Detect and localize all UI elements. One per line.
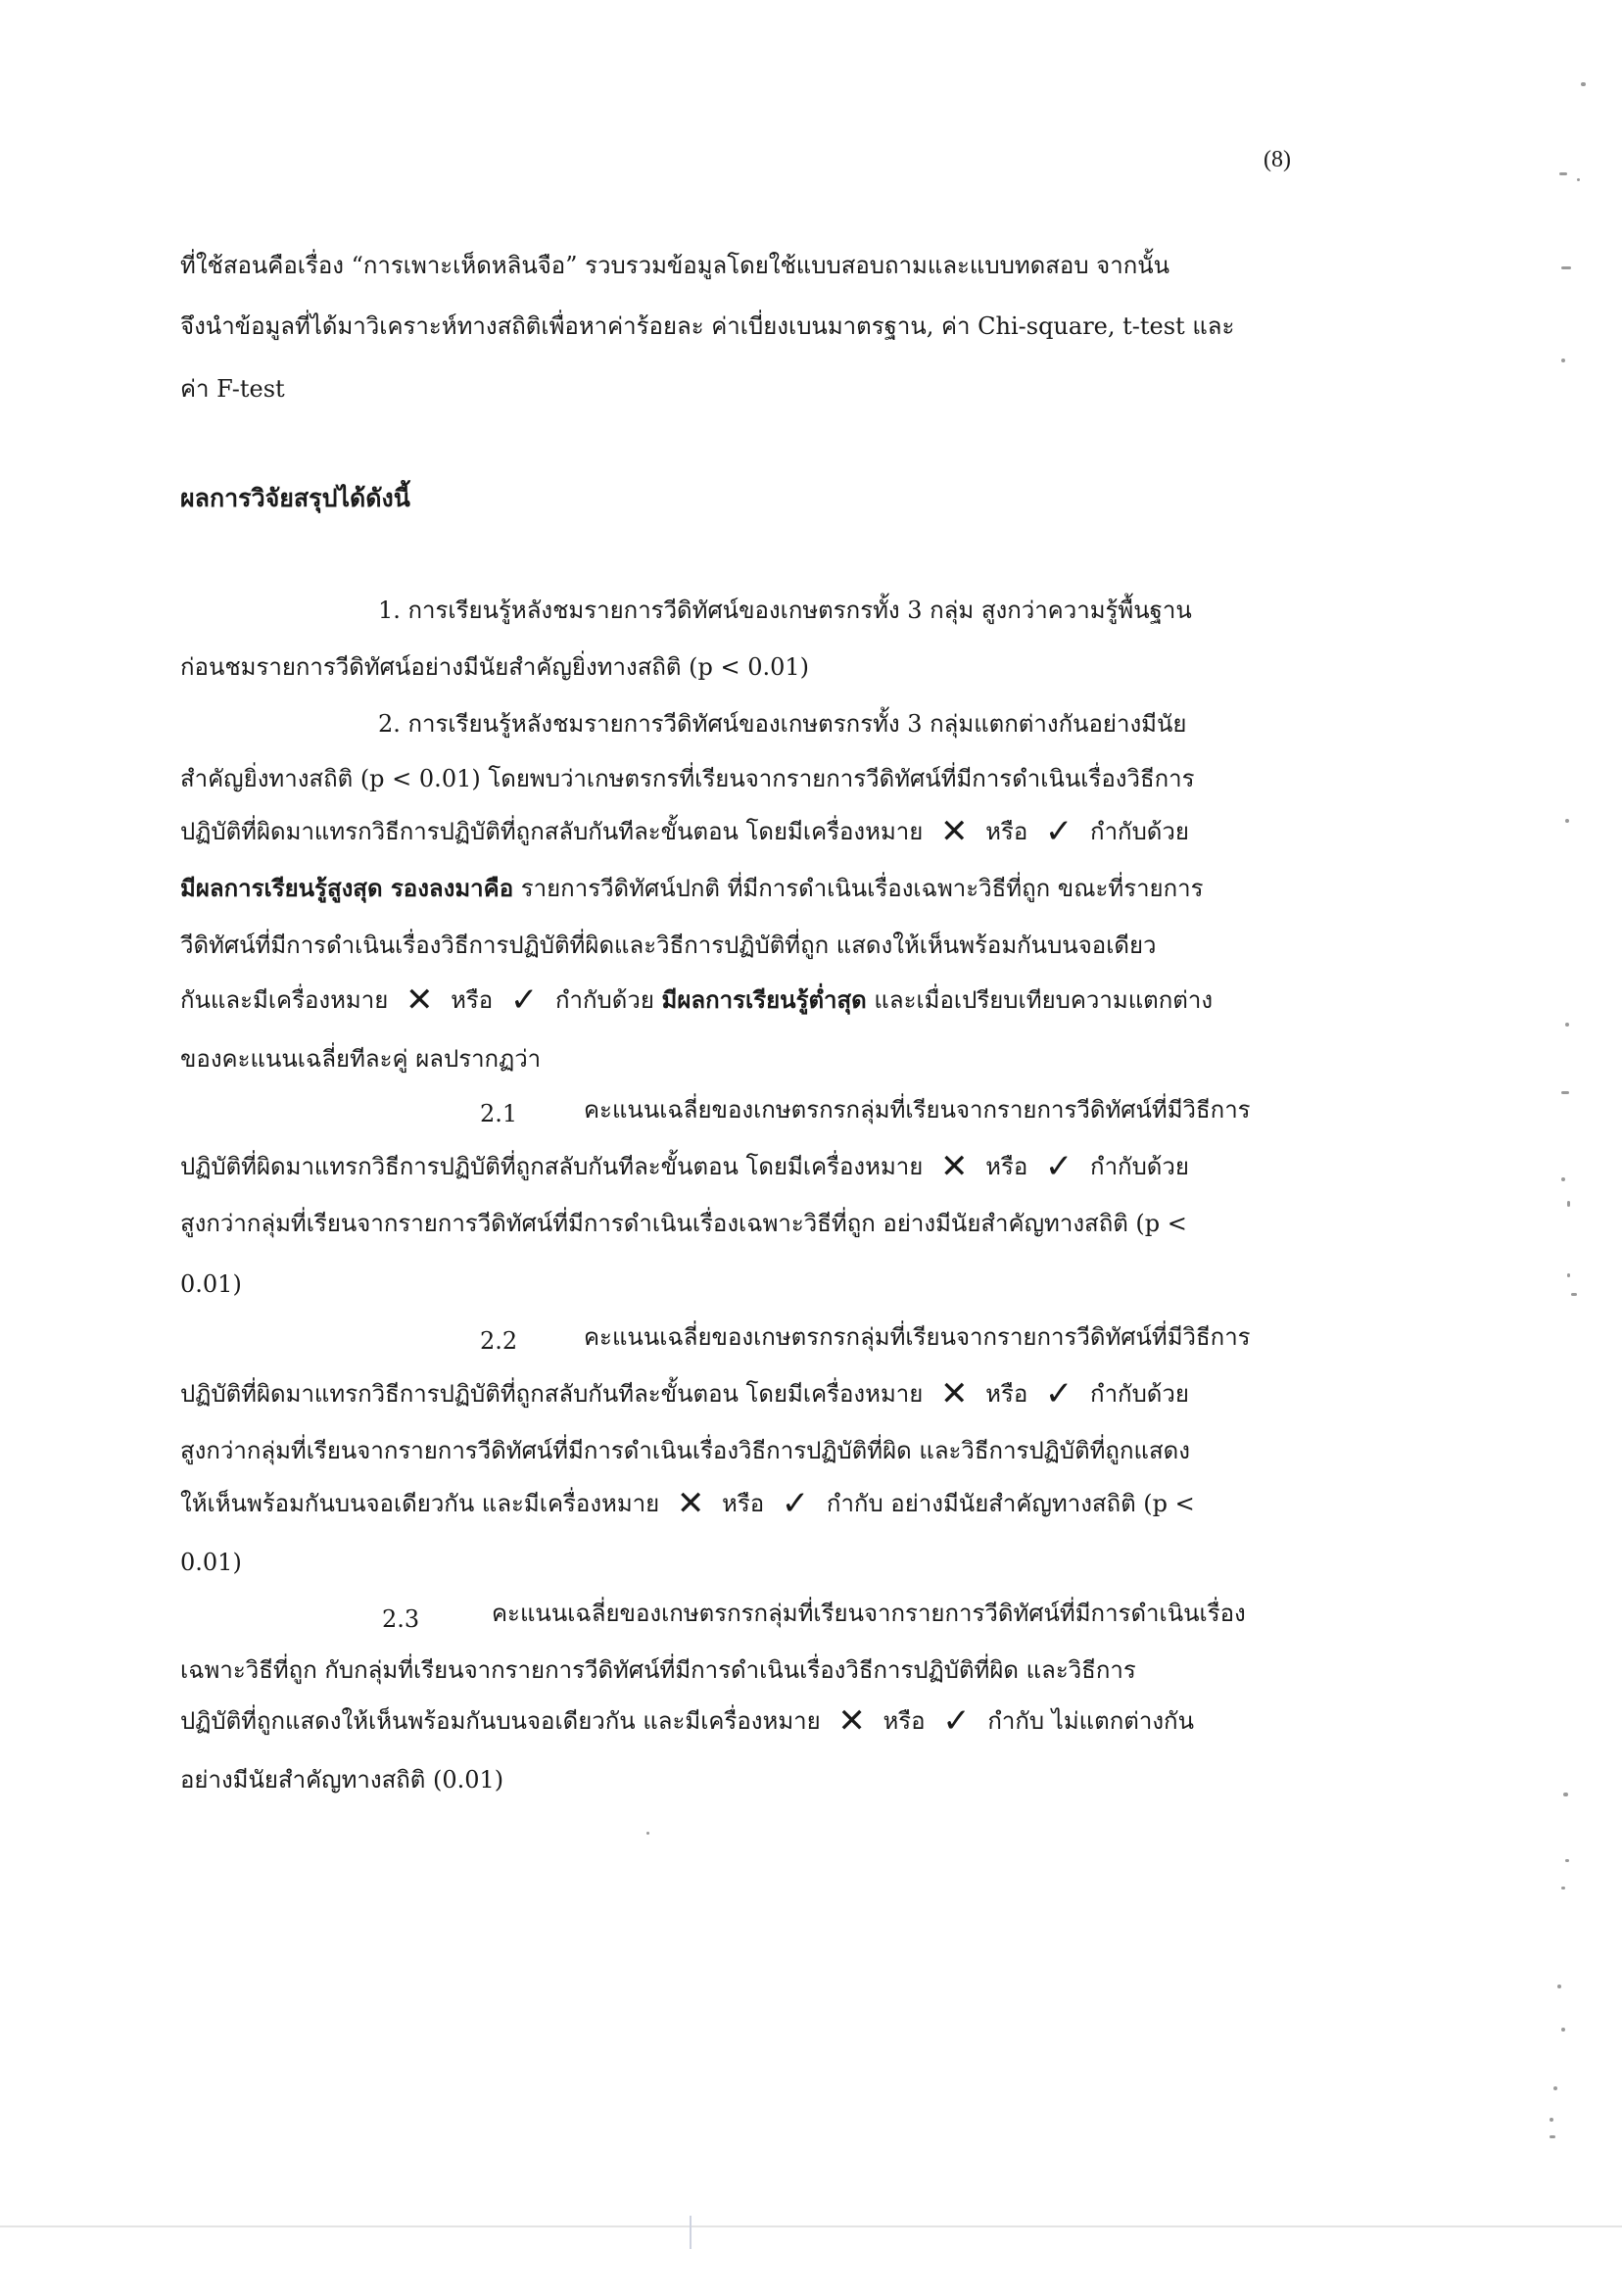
cross-mark-icon: ✕ [405,981,434,1020]
page-number: (8) [1264,147,1291,172]
scan-speck [1561,2028,1565,2032]
scan-speck [1561,1091,1569,1094]
cross-mark-icon: ✕ [676,1484,705,1523]
sub-2-1-line-1: คะแนนเฉลี่ยของเกษตรกรกลุ่มที่เรียนจากรายการวีดิทัศน์ที่มีวิธีการ [584,1096,1251,1124]
sub-2-2-line-3: สูงกว่ากลุ่มที่เรียนจากรายการวีดิทัศน์ที่มีการดำเนินเรื่องวิธีการปฏิบัติที่ผิด และวิธีการปฏิบัติที่ถูกแสดง [180,1437,1190,1464]
scan-speck [1577,178,1580,181]
finding-2-line-6 [180,981,1214,1020]
scan-speck [1550,2135,1555,2138]
finding-2-line-3 [180,812,1189,851]
sub-2-3-line-2: เฉพาะวิธีที่ถูก กับกลุ่มที่เรียนจากรายการวีดิทัศน์ที่มีการดำเนินเรื่องวิธีการปฏิบัติที่ผิด และวิธีการ [180,1656,1136,1684]
scan-speck [1553,2086,1557,2090]
intro-line-1: ที่ใช้สอนคือเรื่อง “การเพาะเห็ดหลินจือ” รวบรวมข้อมูลโดยใช้แบบสอบถามและแบบทดสอบ จากนั้น [180,252,1170,279]
scan-speck [1565,1023,1569,1027]
cross-mark-icon: ✕ [837,1701,866,1741]
highest-result-phrase: มีผลการเรียนรู้สูงสุด รองลงมาคือ [180,874,514,902]
or-word: หรือ [883,1707,926,1735]
scan-speck [1567,1273,1570,1277]
sub-2-1-line-2-text: ปฏิบัติที่ผิดมาแทรกวิธีการปฏิบัติที่ถูกสลับกันทีละขั้นตอน โดยมีเครื่องหมาย [180,1153,924,1180]
scan-speck [1561,266,1571,269]
scan-speck [1563,1793,1568,1796]
intro-line-3: ค่า F-test [180,375,285,403]
sub-2-2-line-4 [180,1484,1195,1523]
finding-2-line-4 [180,872,1204,905]
finding-1-line-1: 1. การเรียนรู้หลังชมรายการวีดิทัศน์ของเกษตรกรทั้ง 3 กลุ่ม สูงกว่าความรู้พื้นฐาน [378,597,1192,624]
section-heading: ผลการวิจัยสรุปได้ดังนี้ [180,484,410,512]
scan-speck [1561,1887,1565,1889]
finding-2-line-3-tail: กำกับด้วย [1090,818,1189,845]
sub-2-3-line-1: คะแนนเฉลี่ยของเกษตรกรกลุ่มที่เรียนจากรายการวีดิทัศน์ที่มีการดำเนินเรื่อง [492,1600,1246,1627]
finding-2-line-2: สำคัญยิ่งทางสถิติ (p < 0.01) โดยพบว่าเกษตรกรที่เรียนจากรายการวีดิทัศน์ที่มีการดำเนินเรื่องวิธีการ [180,765,1195,792]
finding-2-line-1: 2. การเรียนรู้หลังชมรายการวีดิทัศน์ของเกษตรกรทั้ง 3 กลุ่มแตกต่างกันอย่างมีนัย [378,710,1187,738]
scan-speck [1559,172,1567,175]
finding-2-line-4-text: รายการวีดิทัศน์ปกติ ที่มีการดำเนินเรื่องเฉพาะวิธีที่ถูก ขณะที่รายการ [513,875,1204,902]
sub-2-3-line-3-tail: กำกับ ไม่แตกต่างกัน [987,1707,1194,1735]
sub-2-3-line-4: อย่างมีนัยสำคัญทางสถิติ (0.01) [180,1766,504,1794]
finding-2-line-6-text: กันและมีเครื่องหมาย [180,986,389,1014]
lowest-result-phrase: มีผลการเรียนรู้ต่ำสุด [661,985,867,1014]
check-mark-icon: ✓ [781,1484,810,1523]
check-mark-icon: ✓ [509,981,539,1020]
sub-2-1-line-4: 0.01) [180,1270,242,1298]
sub-2-2-line-4-tail: กำกับ อย่างมีนัยสำคัญทางสถิติ (p < [826,1490,1195,1517]
cross-mark-icon: ✕ [939,1374,969,1413]
finding-2-line-7: ของคะแนนเฉลี่ยทีละคู่ ผลปรากฏว่า [180,1045,542,1073]
sub-2-2-line-5: 0.01) [180,1549,242,1576]
or-word: หรือ [985,1153,1028,1180]
sub-2-2-line-2 [180,1374,1189,1413]
finding-2-line-5: วีดิทัศน์ที่มีการดำเนินเรื่องวิธีการปฏิบัติที่ผิดและวิธีการปฏิบัติที่ถูก แสดงให้เห็นพร้อมกันบนจอเดียว [180,932,1157,959]
check-mark-icon: ✓ [1044,812,1073,851]
sub-2-2-line-2-text: ปฏิบัติที่ผิดมาแทรกวิธีการปฏิบัติที่ถูกสลับกันทีละขั้นตอน โดยมีเครื่องหมาย [180,1380,924,1408]
scan-speck [1581,82,1586,86]
cross-mark-icon: ✕ [939,812,969,851]
finding-2-line-6-mid: กำกับด้วย [554,986,654,1014]
finding-2-line-6-tail: และเมื่อเปรียบเทียบความแตกต่าง [866,986,1214,1014]
sub-2-3-line-3 [180,1701,1194,1741]
or-word: หรือ [985,818,1028,845]
finding-2-line-3-text: ปฏิบัติที่ผิดมาแทรกวิธีการปฏิบัติที่ถูกสลับกันทีละขั้นตอน โดยมีเครื่องหมาย [180,818,924,845]
scan-speck [1571,1293,1577,1296]
scan-speck [1567,1201,1570,1207]
sub-2-1-line-3: สูงกว่ากลุ่มที่เรียนจากรายการวีดิทัศน์ที่มีการดำเนินเรื่องเฉพาะวิธีที่ถูก อย่างมีนัยสำคัญทางสถิติ (p < [180,1210,1187,1237]
scan-speck [1561,1177,1565,1181]
scan-speck [1557,1985,1561,1988]
scan-speck [1565,819,1569,823]
scan-speck [1550,2118,1553,2122]
scan-speck [1565,1859,1569,1862]
sub-2-1-number: 2.1 [480,1100,518,1127]
or-word: หรือ [722,1490,765,1517]
cross-mark-icon: ✕ [939,1147,969,1186]
sub-2-1-line-2 [180,1147,1189,1186]
sub-2-2-line-4-text: ให้เห็นพร้อมกันบนจอเดียวกัน และมีเครื่องหมาย [180,1490,660,1517]
intro-line-2: จึงนำข้อมูลที่ได้มาวิเคราะห์ทางสถิติเพื่อหาค่าร้อยละ ค่าเบี่ยงเบนมาตรฐาน, ค่า Chi-square, t-test และ [180,312,1235,340]
scan-speck [1561,359,1565,362]
or-word: หรือ [451,986,494,1014]
check-mark-icon: ✓ [1044,1374,1073,1413]
or-word: หรือ [985,1380,1028,1408]
sub-2-3-line-3-text: ปฏิบัติที่ถูกแสดงให้เห็นพร้อมกันบนจอเดียวกัน และมีเครื่องหมาย [180,1707,821,1735]
sub-2-2-number: 2.2 [480,1327,518,1355]
scan-speck [646,1832,649,1835]
check-mark-icon: ✓ [942,1701,971,1741]
sub-2-1-line-2-tail: กำกับด้วย [1090,1153,1189,1180]
check-mark-icon: ✓ [1044,1147,1073,1186]
sub-2-2-line-2-tail: กำกับด้วย [1090,1380,1189,1408]
scan-edge-mark [690,2216,692,2249]
sub-2-3-number: 2.3 [382,1605,420,1633]
scan-edge-line [0,2225,1622,2227]
sub-2-2-line-1: คะแนนเฉลี่ยของเกษตรกรกลุ่มที่เรียนจากรายการวีดิทัศน์ที่มีวิธีการ [584,1323,1251,1351]
finding-1-line-2: ก่อนชมรายการวีดิทัศน์อย่างมีนัยสำคัญยิ่งทางสถิติ (p < 0.01) [180,653,809,681]
